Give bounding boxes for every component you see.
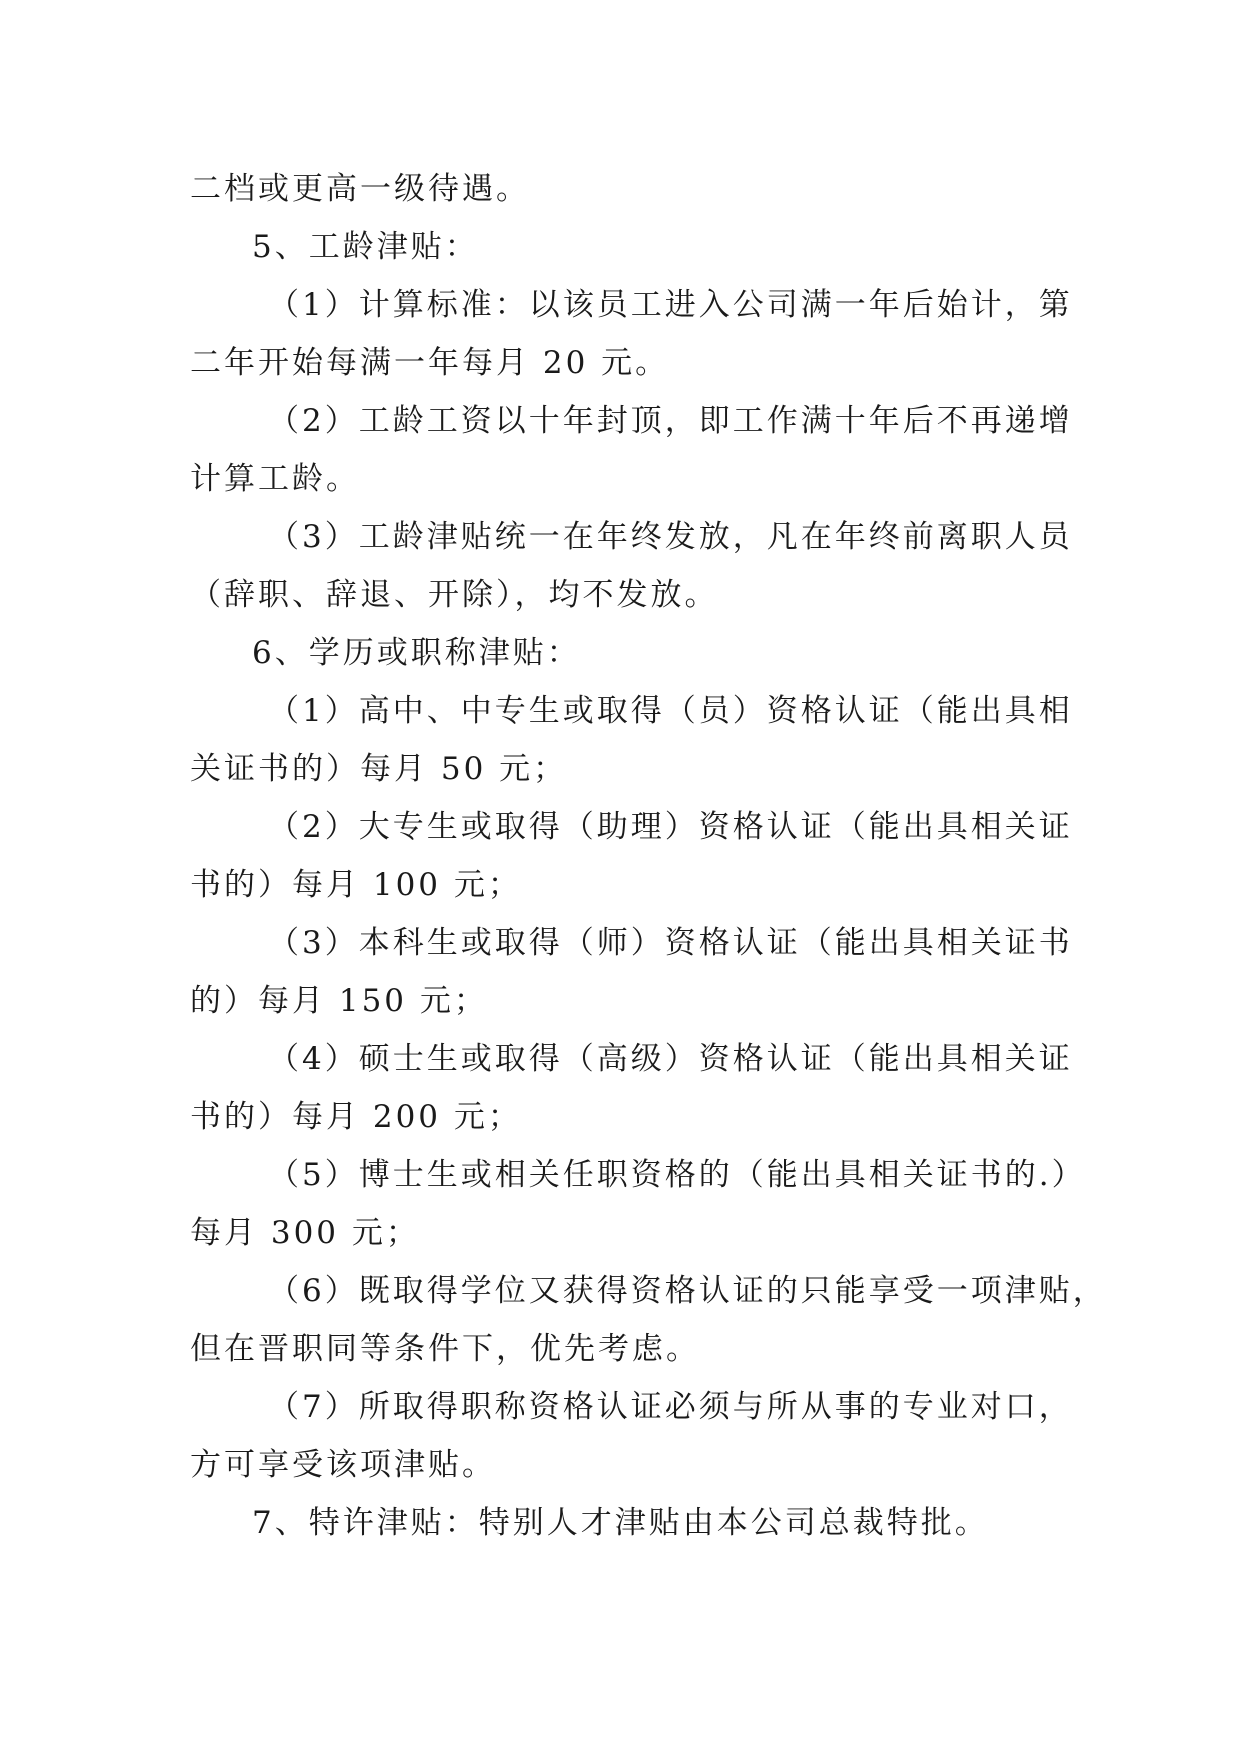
text-line: （辞职、辞退、开除），均不发放。: [190, 577, 719, 613]
text-line: 方可享受该项津贴。: [190, 1447, 496, 1483]
list-item: （2）大专生或取得（助理）资格认证（能出具相关证: [268, 809, 1073, 845]
text-line: 书的）每月 200 元；: [190, 1099, 522, 1135]
list-item: （5）博士生或相关任职资格的（能出具相关证书的.）: [268, 1157, 1086, 1193]
text-line: 的）每月 150 元；: [190, 983, 488, 1019]
list-item: （1）高中、中专生或取得（员）资格认证（能出具相: [268, 693, 1073, 729]
list-item: （2）工龄工资以十年封顶，即工作满十年后不再递增: [268, 403, 1073, 439]
document-body: [190, 160, 1107, 1552]
list-item: （3）本科生或取得（师）资格认证（能出具相关证书: [268, 925, 1073, 961]
list-item: （6）既取得学位又获得资格认证的只能享受一项津贴，: [268, 1273, 1107, 1309]
section-heading: 7、特许津贴：特别人才津贴由本公司总裁特批。: [252, 1505, 989, 1541]
list-item: （4）硕士生或取得（高级）资格认证（能出具相关证: [268, 1041, 1073, 1077]
list-item: （7）所取得职称资格认证必须与所从事的专业对口，: [268, 1389, 1073, 1425]
text-line: 但在晋职同等条件下，优先考虑。: [190, 1331, 700, 1367]
text-line: 二档或更高一级待遇。: [190, 171, 530, 207]
text-line: 二年开始每满一年每月 20 元。: [190, 345, 670, 381]
text-line: 书的）每月 100 元；: [190, 867, 522, 903]
text-line: 计算工龄。: [190, 461, 360, 497]
list-item: （3）工龄津贴统一在年终发放，凡在年终前离职人员: [268, 519, 1073, 555]
text-line: 每月 300 元；: [190, 1215, 420, 1251]
text-line: 关证书的）每月 50 元；: [190, 751, 568, 787]
section-heading: 6、学历或职称津贴：: [252, 635, 581, 671]
list-item: （1）计算标准：以该员工进入公司满一年后始计，第: [268, 287, 1073, 323]
section-heading: 5、工龄津贴：: [252, 229, 479, 265]
